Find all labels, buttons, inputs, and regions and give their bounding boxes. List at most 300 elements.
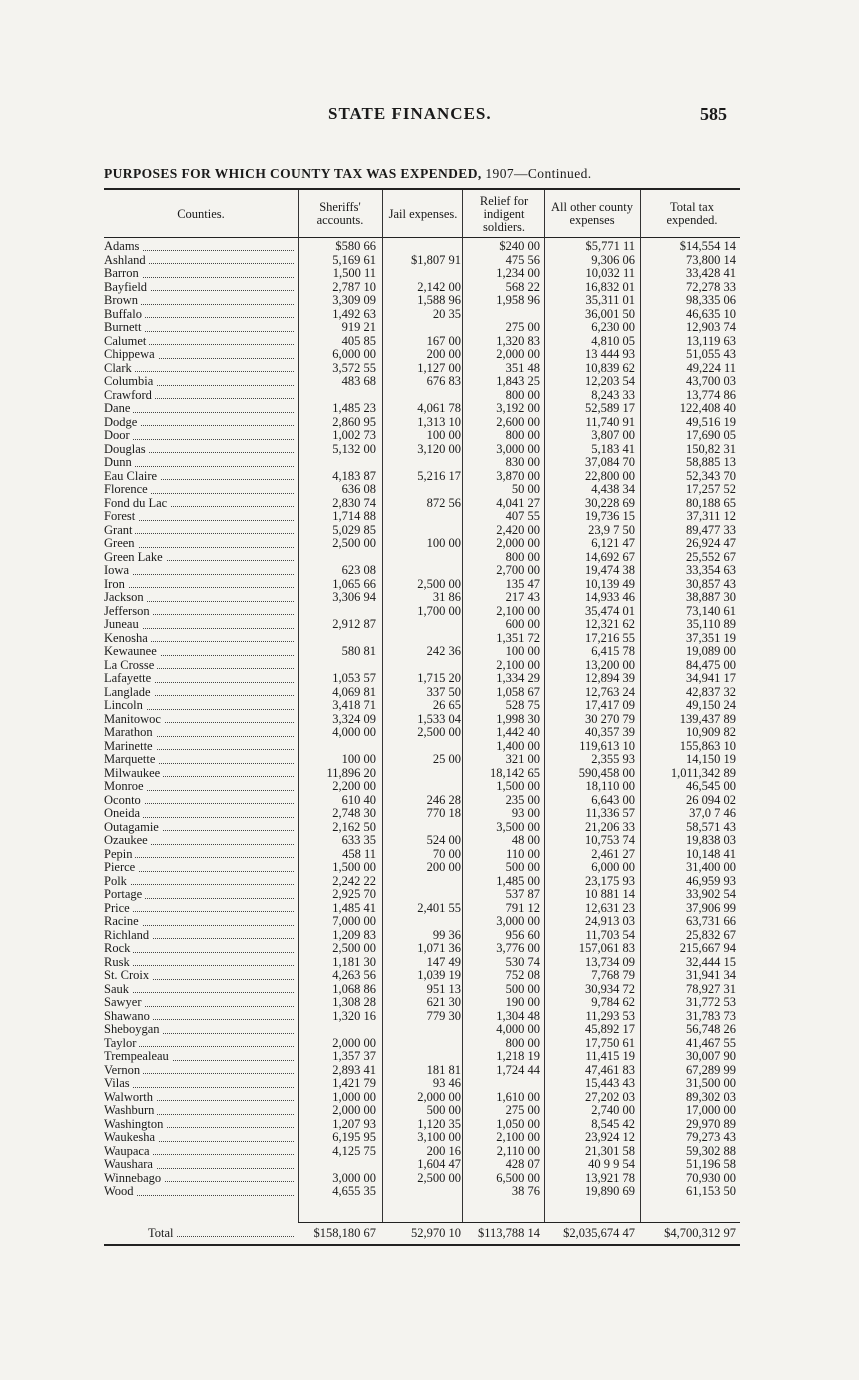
sheriffs-accounts-cell <box>300 740 376 754</box>
other-expenses-cell: 119,613 10 <box>579 739 635 753</box>
other-expenses-cell: 13 444 93 <box>585 348 635 361</box>
county-name: Clark <box>104 362 298 376</box>
other-expenses-cell: 24,913 03 <box>585 915 635 928</box>
relief-soldiers-cell: 800 00 <box>505 1036 540 1050</box>
total-tax-cell: 59,302 88 <box>686 1144 736 1158</box>
county-name: Oneida <box>104 807 298 821</box>
relief-soldiers-cell: 1,998 30 <box>496 712 540 726</box>
table-row <box>104 821 740 835</box>
total-tax-cell: 122,408 40 <box>679 402 736 415</box>
relief-soldiers-cell: 800 00 <box>505 550 540 564</box>
jail-expenses-cell <box>384 456 461 470</box>
total-tax-cell: 58,571 43 <box>686 820 736 834</box>
table-caption-title: PURPOSES FOR WHICH COUNTY TAX WAS EXPENDED, <box>104 166 486 181</box>
jail-expenses-cell <box>384 1050 461 1064</box>
relief-soldiers-cell: 791 12 <box>505 901 540 915</box>
county-name: Pepin <box>104 848 298 862</box>
county-name: Columbia <box>104 375 298 389</box>
relief-soldiers-cell: 351 48 <box>505 361 540 375</box>
sheriffs-accounts-cell: 610 40 <box>341 793 376 807</box>
relief-soldiers-cell: 600 00 <box>505 618 540 631</box>
total-tax-cell: 13,774 86 <box>686 388 736 402</box>
relief-soldiers-cell: 275 00 <box>505 1104 540 1117</box>
jail-expenses-cell: 2,142 00 <box>417 280 461 294</box>
sheriffs-accounts-cell: 1,492 63 <box>332 307 376 321</box>
jail-expenses-cell: 31 86 <box>432 591 461 604</box>
other-expenses-cell: 14,933 46 <box>585 591 635 604</box>
other-expenses-cell: 17,417 09 <box>585 699 635 712</box>
relief-soldiers-cell: 500 00 <box>505 861 540 874</box>
total-row <box>104 1226 740 1242</box>
jail-expenses-cell: 500 00 <box>426 1104 461 1117</box>
jail-expenses-cell: 200 00 <box>426 348 461 361</box>
county-name: Crawford <box>104 389 298 403</box>
sheriffs-accounts-cell: 4,000 00 <box>332 726 376 739</box>
other-expenses-cell: 12,631 23 <box>585 901 635 915</box>
county-name: Trempealeau <box>104 1050 298 1064</box>
jail-expenses-cell: 770 18 <box>426 807 461 820</box>
sheriffs-accounts-cell: 2,000 00 <box>332 1036 376 1050</box>
county-name: Price <box>104 902 298 916</box>
sheriffs-accounts-cell: 405 85 <box>341 334 376 348</box>
sheriffs-accounts-cell <box>300 632 376 646</box>
sheriffs-accounts-cell: 5,029 85 <box>332 523 376 537</box>
jail-expenses-cell <box>384 1185 461 1199</box>
total-tax-cell: 61,153 50 <box>686 1185 736 1198</box>
jail-expenses-cell <box>384 888 461 902</box>
other-expenses-cell: 22,800 00 <box>585 469 635 483</box>
header-relief-soldiers: Relief for indigent soldiers. <box>479 193 529 234</box>
table-row <box>104 807 740 821</box>
table-row <box>104 767 740 781</box>
relief-soldiers-cell: 528 75 <box>505 699 540 712</box>
relief-soldiers-cell: 2,110 00 <box>496 1144 540 1158</box>
other-expenses-cell: 10,032 11 <box>585 267 635 280</box>
county-name: Jackson <box>104 591 298 605</box>
table-row <box>104 740 740 754</box>
relief-soldiers-cell: 752 08 <box>505 969 540 982</box>
other-expenses-cell: 35,311 01 <box>585 294 635 307</box>
total-tax-cell: 31,500 00 <box>686 1077 736 1090</box>
table-row <box>104 389 740 403</box>
other-expenses-cell: 8,243 33 <box>591 388 635 402</box>
county-name: Rusk <box>104 956 298 970</box>
total-tax-cell: 26,924 47 <box>686 537 736 550</box>
header-bottom-rule <box>104 237 740 238</box>
jail-expenses-cell: 524 00 <box>426 834 461 847</box>
sheriffs-accounts-cell: 7,000 00 <box>332 915 376 928</box>
other-expenses-cell: 11,740 91 <box>585 415 635 429</box>
sheriffs-accounts-cell: 1,209 83 <box>332 928 376 942</box>
county-name: Adams <box>104 240 298 254</box>
other-expenses-cell: 9,306 06 <box>591 253 635 267</box>
sheriffs-accounts-cell: 5,169 61 <box>332 253 376 267</box>
relief-soldiers-cell: 2,600 00 <box>496 415 540 429</box>
sheriffs-accounts-cell: 2,787 10 <box>332 280 376 294</box>
table-row <box>104 1185 740 1199</box>
other-expenses-cell: 47,461 83 <box>585 1063 635 1077</box>
table-row <box>104 564 740 578</box>
county-name: St. Croix <box>104 969 298 983</box>
jail-expenses-cell: 200 16 <box>426 1144 461 1158</box>
total-tax-cell: 43,700 03 <box>686 375 736 388</box>
other-expenses-cell: $5,771 11 <box>585 240 635 253</box>
jail-expenses-cell <box>384 740 461 754</box>
total-tax-cell: 34,941 17 <box>686 672 736 685</box>
county-name: Washington <box>104 1118 298 1132</box>
other-expenses-cell: 10 881 14 <box>585 888 635 901</box>
table-row <box>104 848 740 862</box>
relief-soldiers-cell: 100 00 <box>505 645 540 658</box>
other-expenses-cell: 2,740 00 <box>591 1104 635 1117</box>
county-name: La Crosse <box>104 659 298 673</box>
sheriffs-accounts-cell <box>300 605 376 619</box>
jail-expenses-cell: 1,039 19 <box>417 969 461 982</box>
sheriffs-accounts-cell: 3,309 09 <box>332 294 376 307</box>
county-name: Taylor <box>104 1037 298 1051</box>
jail-expenses-cell: 99 36 <box>432 928 461 942</box>
table-row <box>104 1118 740 1132</box>
total-tax-cell: 10,909 82 <box>686 726 736 739</box>
county-name: Green <box>104 537 298 551</box>
other-expenses-cell: 2,461 27 <box>591 847 635 861</box>
relief-soldiers-cell: 530 74 <box>505 955 540 969</box>
total-tax-cell: 51,196 58 <box>686 1158 736 1171</box>
other-expenses-cell: 36,001 50 <box>585 307 635 321</box>
other-expenses-cell: 6,230 00 <box>591 321 635 334</box>
table-row <box>104 335 740 349</box>
total-tax-cell: 37,0 7 46 <box>689 807 736 820</box>
table-row <box>104 1050 740 1064</box>
other-expenses-cell: 21,206 33 <box>585 820 635 834</box>
relief-soldiers-cell: 3,192 00 <box>496 402 540 415</box>
sheriffs-accounts-cell: 6,000 00 <box>332 348 376 361</box>
other-expenses-cell: 16,832 01 <box>585 280 635 294</box>
relief-soldiers-cell: 956 60 <box>505 928 540 942</box>
county-name: Winnebago <box>104 1172 298 1186</box>
table-row <box>104 240 740 254</box>
table-header <box>104 192 740 236</box>
total-top-rule <box>298 1222 740 1223</box>
relief-soldiers-cell: 4,000 00 <box>496 1023 540 1036</box>
county-name: Portage <box>104 888 298 902</box>
table-row <box>104 834 740 848</box>
jail-expenses-cell: 181 81 <box>426 1063 461 1077</box>
county-name: Kewaunee <box>104 645 298 659</box>
relief-soldiers-cell: 2,420 00 <box>496 523 540 537</box>
table-row <box>104 713 740 727</box>
relief-soldiers-cell: 93 00 <box>511 807 540 820</box>
sheriffs-accounts-cell: 1,053 57 <box>332 672 376 685</box>
sheriffs-accounts-cell: 623 08 <box>341 564 376 577</box>
other-expenses-cell: 3,807 00 <box>591 429 635 442</box>
jail-expenses-cell <box>384 524 461 538</box>
sheriffs-accounts-cell: $580 66 <box>335 240 376 253</box>
jail-expenses-cell: 1,127 00 <box>417 361 461 375</box>
total-tax-cell: 1,011,342 89 <box>670 766 736 780</box>
sheriffs-accounts-cell: 633 35 <box>341 834 376 847</box>
relief-soldiers-cell: 1,234 00 <box>496 267 540 280</box>
county-name: Grant <box>104 524 298 538</box>
sheriffs-accounts-cell: 1,421 79 <box>332 1077 376 1090</box>
relief-soldiers-cell: 321 00 <box>505 753 540 766</box>
sheriffs-accounts-cell <box>300 551 376 565</box>
other-expenses-cell: 11,415 19 <box>585 1050 635 1063</box>
other-expenses-cell: 10,139 49 <box>585 577 635 591</box>
county-name: Manitowoc <box>104 713 298 727</box>
total-tax-cell: 26 094 02 <box>686 793 736 807</box>
other-expenses-cell: 14,692 67 <box>585 550 635 564</box>
jail-expenses-cell: 5,216 17 <box>417 469 461 483</box>
county-name: Polk <box>104 875 298 889</box>
table-row <box>104 956 740 970</box>
sheriffs-accounts-cell: 1,320 16 <box>332 1009 376 1023</box>
total-jail: 52,970 10 <box>411 1226 461 1240</box>
table-row <box>104 483 740 497</box>
sheriffs-accounts-cell: 2,893 41 <box>332 1063 376 1077</box>
relief-soldiers-cell: 48 00 <box>511 834 540 847</box>
table-row <box>104 888 740 902</box>
sheriffs-accounts-cell: 3,418 71 <box>332 699 376 712</box>
jail-expenses-cell: 2,500 00 <box>417 1171 461 1185</box>
sheriffs-accounts-cell: 2,200 00 <box>332 780 376 793</box>
total-tax-cell: 56,748 26 <box>686 1023 736 1036</box>
relief-soldiers-cell <box>464 1077 540 1091</box>
total-tax-cell: 10,148 41 <box>686 847 736 861</box>
relief-soldiers-cell: 6,500 00 <box>496 1171 540 1185</box>
relief-soldiers-cell: 2,100 00 <box>496 1131 540 1144</box>
other-expenses-cell: 9,784 62 <box>591 996 635 1009</box>
county-name: Marquette <box>104 753 298 767</box>
sheriffs-accounts-cell: 2,830 74 <box>332 496 376 510</box>
other-expenses-cell: 27,202 03 <box>585 1090 635 1104</box>
jail-expenses-cell <box>384 618 461 632</box>
jail-expenses-cell <box>384 1023 461 1037</box>
table-row <box>104 875 740 889</box>
sheriffs-accounts-cell: 2,000 00 <box>332 1104 376 1117</box>
jail-expenses-cell: 70 00 <box>432 847 461 861</box>
total-tax-cell: 37,906 99 <box>686 901 736 915</box>
other-expenses-cell: 12,894 39 <box>585 672 635 685</box>
other-expenses-cell: 4,438 34 <box>591 483 635 496</box>
sheriffs-accounts-cell: 1,485 23 <box>332 402 376 415</box>
other-expenses-cell: 12,321 62 <box>585 618 635 631</box>
county-name: Ashland <box>104 254 298 268</box>
table-row <box>104 753 740 767</box>
sheriffs-accounts-cell <box>300 1023 376 1037</box>
relief-soldiers-cell: 275 00 <box>505 321 540 334</box>
table-row <box>104 618 740 632</box>
jail-expenses-cell: 1,715 20 <box>417 672 461 685</box>
jail-expenses-cell: 951 13 <box>426 982 461 996</box>
table-row <box>104 1010 740 1024</box>
jail-expenses-cell <box>384 659 461 673</box>
total-tax-cell: 17,000 00 <box>686 1104 736 1117</box>
relief-soldiers-cell: 3,870 00 <box>496 469 540 483</box>
total-tax-cell: 46,545 00 <box>686 780 736 793</box>
jail-expenses-cell: 100 00 <box>426 537 461 550</box>
total-tax-cell: 12,903 74 <box>686 321 736 334</box>
jail-expenses-cell: 2,500 00 <box>417 577 461 591</box>
table-row <box>104 402 740 416</box>
table-row <box>104 929 740 943</box>
other-expenses-cell: 45,892 17 <box>585 1023 635 1036</box>
relief-soldiers-cell: 1,218 19 <box>496 1050 540 1063</box>
other-expenses-cell: 23,9 7 50 <box>588 523 635 537</box>
other-expenses-cell: 21,301 58 <box>585 1144 635 1158</box>
table-row <box>104 281 740 295</box>
jail-expenses-cell: 26 65 <box>432 699 461 712</box>
jail-expenses-cell <box>384 551 461 565</box>
jail-expenses-cell <box>384 875 461 889</box>
sheriffs-accounts-cell: 2,242 22 <box>332 874 376 888</box>
other-expenses-cell: 10,839 62 <box>585 361 635 375</box>
county-name: Iowa <box>104 564 298 578</box>
relief-soldiers-cell: 1,442 40 <box>496 726 540 739</box>
relief-soldiers-cell: 110 00 <box>506 847 540 861</box>
total-relief: $113,788 14 <box>477 1226 540 1240</box>
county-name: Vernon <box>104 1064 298 1078</box>
county-name: Bayfield <box>104 281 298 295</box>
table-row <box>104 861 740 875</box>
county-name: Pierce <box>104 861 298 875</box>
total-tax-cell: 72,278 33 <box>686 280 736 294</box>
county-name: Richland <box>104 929 298 943</box>
table-row <box>104 605 740 619</box>
relief-soldiers-cell: 1,610 00 <box>496 1090 540 1104</box>
relief-soldiers-cell: 568 22 <box>505 280 540 294</box>
total-tax-cell: 155,863 10 <box>679 739 736 753</box>
total-tax-cell: 32,444 15 <box>686 955 736 969</box>
table-row <box>104 1104 740 1118</box>
total-tax-cell: 14,150 19 <box>686 753 736 766</box>
table-row <box>104 591 740 605</box>
total-tax-cell: 49,150 24 <box>686 699 736 712</box>
county-name: Sheboygan <box>104 1023 298 1037</box>
table-row <box>104 443 740 457</box>
other-expenses-cell: 10,753 74 <box>585 834 635 847</box>
county-name: Calumet <box>104 335 298 349</box>
county-name: Langlade <box>104 686 298 700</box>
other-expenses-cell: 18,110 00 <box>585 780 635 793</box>
relief-soldiers-cell: 1,500 00 <box>496 780 540 793</box>
relief-soldiers-cell: 3,500 00 <box>496 820 540 834</box>
total-tax-cell: 98,335 06 <box>686 294 736 307</box>
jail-expenses-cell <box>384 632 461 646</box>
relief-soldiers-cell: 1,843 25 <box>496 375 540 388</box>
relief-soldiers-cell: 2,000 00 <box>496 348 540 361</box>
relief-soldiers-cell: 38 76 <box>511 1185 540 1198</box>
relief-soldiers-cell: 1,050 00 <box>496 1117 540 1131</box>
table-row <box>104 267 740 281</box>
sheriffs-accounts-cell: 2,748 30 <box>332 807 376 820</box>
relief-soldiers-cell: 3,776 00 <box>496 942 540 955</box>
table-row <box>104 1023 740 1037</box>
jail-expenses-cell: 2,401 55 <box>417 901 461 915</box>
jail-expenses-cell: 1,604 47 <box>417 1158 461 1171</box>
total-tax-cell: 17,690 05 <box>686 429 736 442</box>
relief-soldiers-cell: 18,142 65 <box>490 766 540 780</box>
county-name: Ozaukee <box>104 834 298 848</box>
sheriffs-accounts-cell: 2,500 00 <box>332 537 376 550</box>
jail-expenses-cell <box>384 240 461 254</box>
table-row <box>104 294 740 308</box>
total-tax-cell: 17,257 52 <box>686 483 736 496</box>
table-row <box>104 996 740 1010</box>
running-title: STATE FINANCES. <box>328 104 492 123</box>
relief-soldiers-cell: 537 87 <box>505 888 540 901</box>
table-row <box>104 632 740 646</box>
sheriffs-accounts-cell: 4,655 35 <box>332 1185 376 1198</box>
sheriffs-accounts-cell: 2,500 00 <box>332 942 376 955</box>
table-row <box>104 321 740 335</box>
county-name: Sauk <box>104 983 298 997</box>
county-name: Washburn <box>104 1104 298 1118</box>
county-name: Waukesha <box>104 1131 298 1145</box>
county-name: Brown <box>104 294 298 308</box>
county-name: Marathon <box>104 726 298 740</box>
other-expenses-cell: 17,750 61 <box>585 1036 635 1050</box>
relief-soldiers-cell: 830 00 <box>505 456 540 469</box>
other-expenses-cell: 12,763 24 <box>585 685 635 699</box>
total-tax-cell: 46,959 93 <box>686 874 736 888</box>
table-row <box>104 699 740 713</box>
county-name: Walworth <box>104 1091 298 1105</box>
relief-soldiers-cell: 500 00 <box>505 982 540 996</box>
jail-expenses-cell: 2,000 00 <box>417 1090 461 1104</box>
relief-soldiers-cell: 50 00 <box>511 483 540 496</box>
other-expenses-cell: 40 9 9 54 <box>588 1158 635 1171</box>
county-name: Dane <box>104 402 298 416</box>
total-tax-cell: 30,857 43 <box>686 577 736 591</box>
relief-soldiers-cell: 1,400 00 <box>496 739 540 753</box>
total-tax-cell: 37,311 12 <box>686 510 736 523</box>
table-row <box>104 551 740 565</box>
total-tax-cell: 49,224 11 <box>686 361 736 375</box>
jail-expenses-cell: 3,100 00 <box>417 1131 461 1144</box>
relief-soldiers-cell: 2,000 00 <box>496 537 540 550</box>
other-expenses-cell: 5,183 41 <box>591 442 635 456</box>
table-row <box>104 942 740 956</box>
county-name: Outagamie <box>104 821 298 835</box>
other-expenses-cell: 37,084 70 <box>585 456 635 469</box>
sheriffs-accounts-cell <box>300 389 376 403</box>
relief-soldiers-cell: 4,041 27 <box>496 496 540 510</box>
table-row <box>104 780 740 794</box>
county-name: Jefferson <box>104 605 298 619</box>
jail-expenses-cell: 25 00 <box>432 753 461 766</box>
relief-soldiers-cell: 3,000 00 <box>496 915 540 928</box>
jail-expenses-cell: $1,807 91 <box>411 253 461 267</box>
county-name: Green Lake <box>104 551 298 565</box>
table-row <box>104 1037 740 1051</box>
other-expenses-cell: 30 270 79 <box>585 712 635 726</box>
other-expenses-cell: 30,934 72 <box>585 982 635 996</box>
other-expenses-cell: 23,175 93 <box>585 874 635 888</box>
header-other-expenses: All other county expenses <box>551 200 633 227</box>
sheriffs-accounts-cell: 3,572 55 <box>332 361 376 375</box>
relief-soldiers-cell: 428 07 <box>505 1158 540 1171</box>
total-tax-cell: 19,838 03 <box>686 834 736 847</box>
table-body <box>104 240 740 1199</box>
other-expenses-cell: 15,443 43 <box>585 1077 635 1090</box>
total-tax-cell: 25,832 67 <box>686 928 736 942</box>
other-expenses-cell: 8,545 42 <box>591 1117 635 1131</box>
relief-soldiers-cell: $240 00 <box>499 240 540 253</box>
jail-expenses-cell: 1,313 10 <box>417 415 461 429</box>
total-tax-cell: 33,354 63 <box>686 564 736 577</box>
sheriffs-accounts-cell: 4,125 75 <box>332 1144 376 1158</box>
